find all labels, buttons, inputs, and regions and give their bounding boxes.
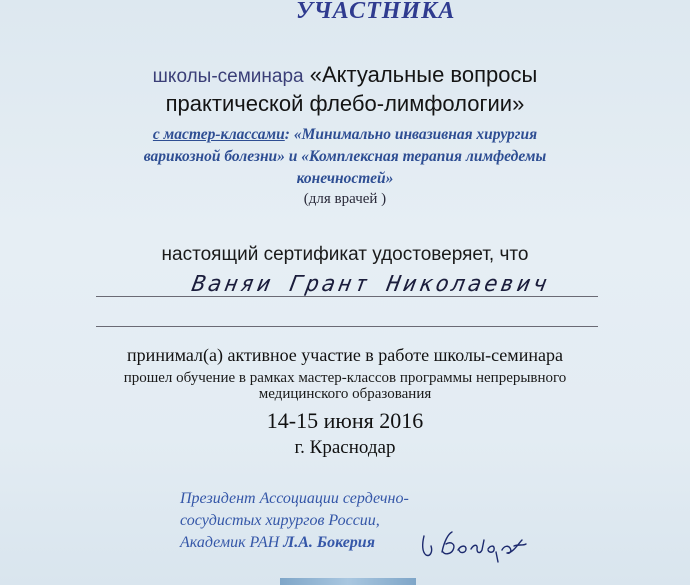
master-class-line-1 — [0, 126, 690, 144]
audience-note: (для врачей ) — [303, 191, 387, 207]
recipient-name-handwritten: Ваняи Грант Николаевич — [189, 272, 552, 297]
master-class-title-1: «Минимально инвазивная хирургия — [293, 126, 538, 143]
name-underline-1 — [96, 296, 598, 297]
event-city: г. Краснодар — [294, 437, 396, 458]
president-name: Л.А. Бокерия — [283, 534, 375, 551]
training-statement-line-1: прошел обучение в рамках мастер-классов программы непрерывного — [123, 370, 567, 386]
president-signature — [418, 522, 540, 568]
president-title-line-2: сосудистых хирургов России, — [180, 512, 380, 529]
participation-statement: принимал(а) активное участие в работе школы-семинара — [127, 345, 563, 365]
president-title-line-1: Президент Ассоциации сердечно- — [180, 490, 409, 507]
master-class-line-2: варикозной болезни» и «Комплексная терапия лимфедемы — [143, 148, 547, 165]
president-title-line-3 — [180, 534, 375, 552]
master-class-label: с мастер-классами — [152, 126, 285, 143]
name-underline-2 — [96, 326, 598, 327]
certificate-bottom-strip — [280, 578, 416, 585]
certificate-statement: настоящий сертификат удостоверяет, что — [161, 244, 529, 265]
school-title-line-1 — [0, 62, 690, 88]
school-prefix: школы-семинара — [152, 66, 304, 87]
event-date: 14-15 июня 2016 — [266, 408, 424, 433]
school-title-part-1: «Актуальные вопросы — [309, 62, 538, 87]
president-rank: Академик РАН — [180, 534, 284, 551]
school-title-line-2: практической флебо-лимфологии» — [165, 91, 525, 116]
master-class-colon: : — [284, 126, 290, 143]
master-class-line-3: конечностей» — [296, 170, 394, 187]
training-statement-line-2: медицинского образования — [258, 386, 432, 402]
certificate-heading: УЧАСТНИКА — [296, 0, 456, 24]
